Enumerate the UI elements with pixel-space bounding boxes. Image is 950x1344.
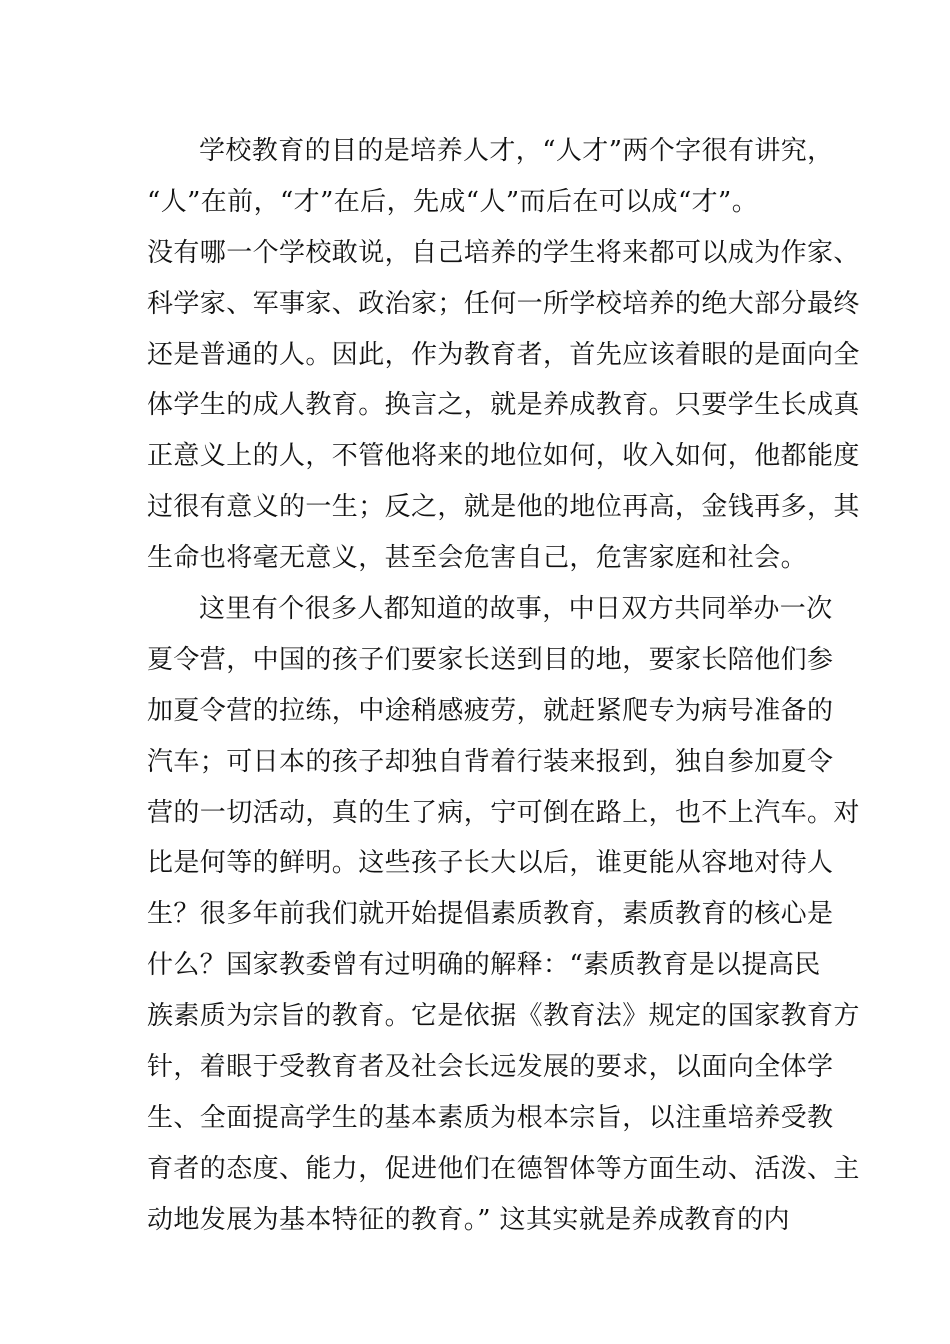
text-line: 营的一切活动，真的生了病，宁可倒在路上，也不上汽车。对 xyxy=(147,797,860,828)
text-line: 加夏令营的拉练，中途稍感疲劳，就赶紧爬专为病号准备的 xyxy=(147,695,834,726)
text-line: 生？很多年前我们就开始提倡素质教育，素质教育的核心是 xyxy=(147,899,834,930)
text-line: 汽车；可日本的孩子却独自背着行装来报到，独自参加夏令 xyxy=(147,746,834,777)
text-line: 体学生的成人教育。换言之，就是养成教育。只要学生长成真 xyxy=(147,390,860,421)
text-line: 科学家、军事家、政治家；任何一所学校培养的绝大部分最终 xyxy=(147,288,860,319)
text-line: 没有哪一个学校敢说，自己培养的学生将来都可以成为作家、 xyxy=(147,237,860,268)
text-line: 生命也将毫无意义，甚至会危害自己，危害家庭和社会。 xyxy=(147,543,808,574)
text-line: 动地发展为基本特征的教育。” 这其实就是养成教育的内 xyxy=(147,1204,790,1235)
text-line: 育者的态度、能力，促进他们在德智体等方面生动、活泼、主 xyxy=(147,1153,860,1184)
paragraph-1 xyxy=(147,126,860,584)
text-line: 过很有意义的一生；反之，就是他的地位再高，金钱再多，其 xyxy=(147,492,860,523)
text-line: 生、全面提高学生的基本素质为根本宗旨，以注重培养受教 xyxy=(147,1102,834,1133)
body-text xyxy=(147,126,860,1246)
text-line: 比是何等的鲜明。这些孩子长大以后，谁更能从容地对待人 xyxy=(147,848,834,879)
text-line: 学校教育的目的是培养人才，“人才”两个字很有讲究， xyxy=(199,136,834,166)
text-line: 夏令营，中国的孩子们要家长送到目的地，要家长陪他们参 xyxy=(147,644,834,675)
paragraph-2 xyxy=(147,584,860,1246)
text-line: 正意义上的人，不管他将来的地位如何，收入如何，他都能度 xyxy=(147,441,860,472)
text-line: 这里有个很多人都知道的故事，中日双方共同举办一次 xyxy=(199,594,833,625)
text-line: “人”在前，“才”在后，先成“人”而后在可以成“才”。 xyxy=(147,186,759,217)
text-line: 族素质为宗旨的教育。它是依据《教育法》规定的国家教育方 xyxy=(147,1001,860,1032)
text-line: 还是普通的人。因此，作为教育者，首先应该着眼的是面向全 xyxy=(147,339,860,370)
text-line: 什么？国家教委曾有过明确的解释：“素质教育是以提高民 xyxy=(147,950,821,981)
text-line: 针，着眼于受教育者及社会长远发展的要求，以面向全体学 xyxy=(147,1052,834,1083)
